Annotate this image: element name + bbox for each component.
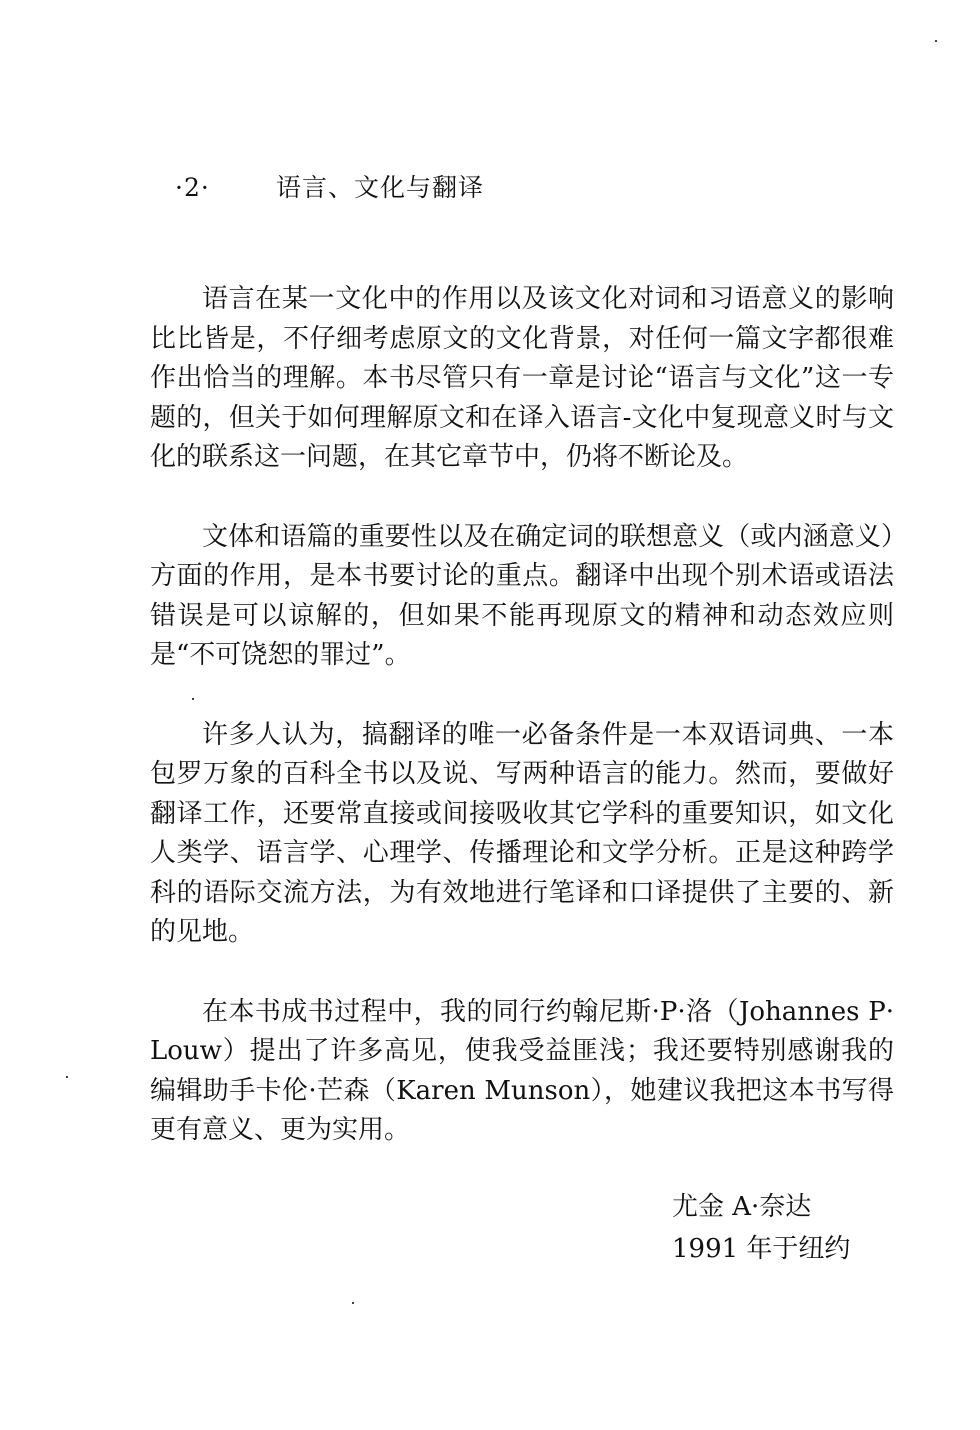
paragraph-style-discourse: 文体和语篇的重要性以及在确定词的联想意义（或内涵意义）方面的作用，是本书要讨论的重点。翻译中出现个别术语或语法错误是可以谅解的，但如果不能再现原文的精神和动态效应则是“不可饶恕的罪过”。 <box>150 521 894 670</box>
paragraph-interdisciplinary: 许多人认为，搞翻译的唯一必备条件是一本双语词典、一本包罗万象的百科全书以及说、写两种语言的能力。然而，要做好翻译工作，还要常直接或间接吸收其它学科的重要知识，如文化人类学、语言学、心理学、传播理论和文学分析。正是这种跨学科的语际交流方法，为有效地进行笔译和口译提供了主要的、新的见地。 <box>150 719 894 947</box>
scan-speck <box>352 1302 354 1304</box>
date-place: 1991 年于纽约 <box>672 1234 851 1264</box>
author-name: 尤金 A·奈达 <box>672 1192 812 1222</box>
scan-speck <box>66 1076 68 1078</box>
book-title: 语言、文化与翻译 <box>275 173 484 202</box>
paragraph-acknowledgements: 在本书成书过程中，我的同行约翰尼斯·P·洛（Johannes P·Louw）提出了许多高见，使我受益匪浅；我还要特别感谢我的编辑助手卡伦·芒森（Karen Munson），她建议我把这本书写得更有意义、更为实用。 <box>150 996 894 1145</box>
preface-body <box>150 280 894 1191</box>
scan-speck <box>192 698 194 700</box>
page-number: ·2· <box>175 173 210 202</box>
running-header <box>175 168 484 204</box>
scan-speck <box>935 40 937 42</box>
paragraph-culture: 语言在某一文化中的作用以及该文化对词和习语意义的影响比比皆是，不仔细考虑原文的文化背景，对任何一篇文字都很难作出恰当的理解。本书尽管只有一章是讨论“语言与文化”这一专题的，但关于如何理解原文和在译入语言-文化中复现意义时与文化的联系这一问题，在其它章节中，仍将不断论及。 <box>150 284 894 472</box>
signature-block <box>672 1186 850 1270</box>
